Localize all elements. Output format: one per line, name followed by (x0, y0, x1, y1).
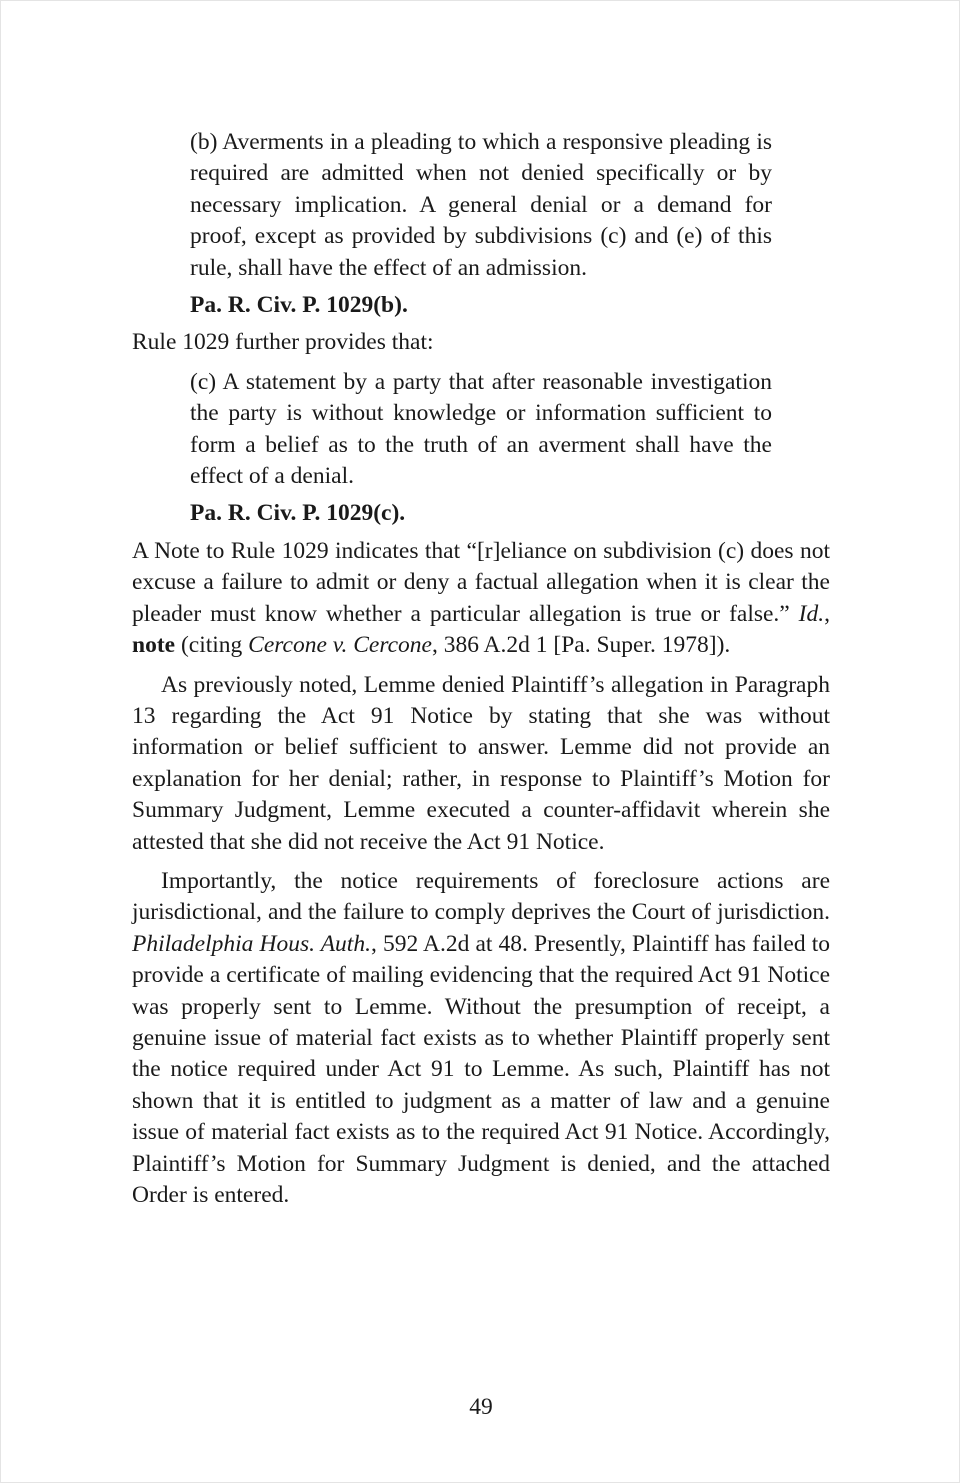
intro-rule-1029c: Rule 1029 further provides that: (132, 329, 434, 356)
jurisdiction-text-end: , 592 A.2d at 48. Presently, Plaintiff has failed to provide a certificate of mailing evidencing that the required Act 91 Notice was properly sent to Lemme. Without the presumption of receipt, a genuine issue of material fact exists as to whether Plaintiff properly sent the notice required under Act 91 to Lemme. As such, Plaintiff has not shown that it is entitled to judgment as a matter of law and a genuine issue of material fact exists as to the required Act 91 Notice. Accordingly, Plaintiff’s Motion for Summary Judgment is denied, and the attached Order is entered. (132, 930, 831, 1208)
citation-rule-1029b: Pa. R. Civ. P. 1029(b). (190, 292, 408, 319)
block-quote-rule-1029b: (b) Averments in a pleading to which a responsive pleading is required are admitted when not denied specifically or by necessary implication. A general denial or a demand for proof, except as provided by subdivisions (c) and (e) of this rule, shall have the effect of an admission. (190, 129, 772, 281)
id-citation: Id. (798, 600, 825, 627)
jurisdiction-text: Importantly, the notice requirements of foreclosure actions are jurisdictional, and the failure to comply deprives the Court of jurisdiction. (132, 867, 830, 926)
note-word: note (132, 632, 176, 659)
paragraph-jurisdiction (132, 866, 830, 1211)
paragraph-note-rule-1029 (132, 536, 830, 662)
page-number: 49 (469, 1394, 493, 1420)
note-text-end: , 386 A.2d 1 [Pa. Super. 1978]). (431, 632, 731, 659)
case-name-philadelphia: Philadelphia Hous. Auth. (132, 930, 371, 957)
note-text: A Note to Rule 1029 indicates that “[r]eliance on subdivision (c) does not excuse a failure to admit or deny a factual allegation when it is clear the pleader must know whether a particular allegation is true or false.” (132, 537, 830, 627)
paragraph-lemme-denial: As previously noted, Lemme denied Plaintiff’s allegation in Paragraph 13 regarding the Act 91 Notice by stating that she was without information or belief sufficient to answer. Lemme did not provide an explanation for her denial; rather, in response to Plaintiff’s Motion for Summary Judgment, Lemme executed a counter-affidavit wherein she attested that she did not receive the Act 91 Notice. (132, 671, 830, 855)
comma: , (824, 600, 830, 627)
citation-rule-1029c: Pa. R. Civ. P. 1029(c). (190, 500, 406, 527)
case-name-cercone: Cercone v. Cercone (248, 632, 432, 659)
block-quote-rule-1029c: (c) A statement by a party that after reasonable investigation the party is without knowledge or information sufficient to form a belief as to the truth of an averment shall have the effect of a denial. (190, 368, 772, 490)
body-text (132, 127, 830, 1211)
citing-text: (citing (175, 632, 249, 659)
